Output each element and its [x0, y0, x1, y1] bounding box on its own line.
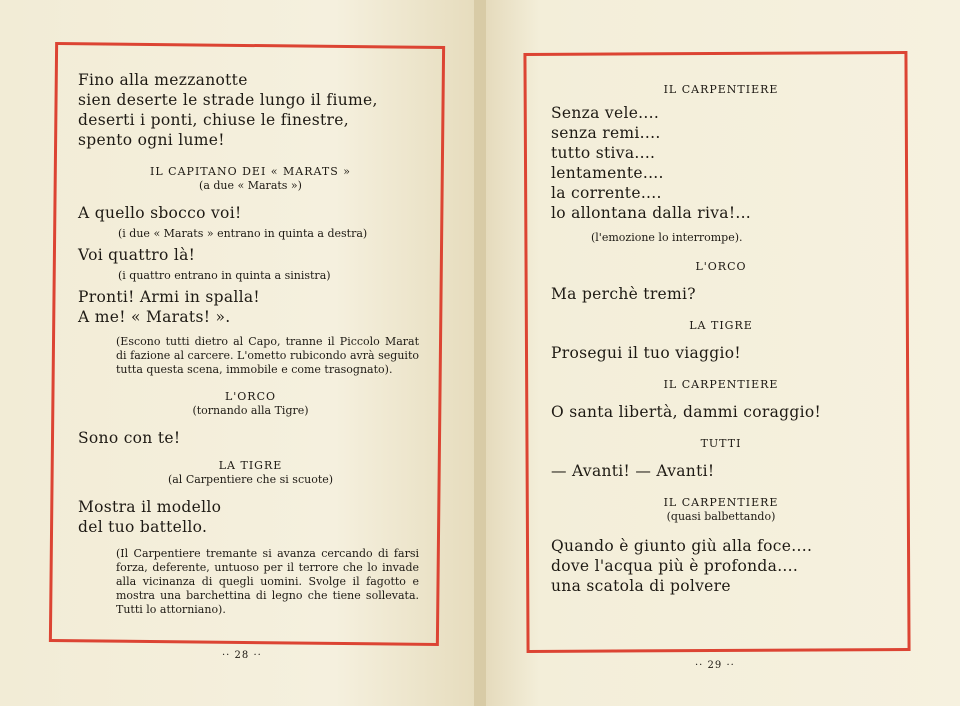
stage-direction: (Il Carpentiere tremante si avanza cercando di farsi forza, deferente, untuoso per il terrore che lo invade alla vicinanza di quegli uomini. Svolge il fagotto e mostra una barchettina di legno che tiene sollevata. Tutti lo attorniano).: [116, 547, 419, 616]
book-gutter: [474, 0, 486, 706]
page-number: ·· 29 ··: [695, 660, 735, 671]
verse-line: sien deserte le strade lungo il fiume,: [78, 91, 378, 109]
verse-block: [78, 70, 423, 150]
speaker-name: LA TIGRE: [218, 459, 283, 472]
stage-direction: (i due « Marats » entrano in quinta a destra): [118, 227, 368, 240]
speaker-name: TUTTI: [700, 437, 742, 450]
stage-direction: (al Carpentiere che si scuote): [167, 473, 334, 486]
page-number: ·· 28 ··: [222, 650, 262, 661]
speaker-name: LA TIGRE: [689, 319, 753, 332]
speaker-name: IL CARPENTIERE: [663, 496, 779, 509]
verse-line: del tuo battello.: [78, 518, 208, 536]
verse-line: Pronti! Armi in spalla!: [78, 288, 260, 306]
stage-direction: (quasi balbettando): [666, 510, 776, 523]
verse-line: Quando è giunto giù alla foce....: [551, 537, 813, 555]
verse-line: una scatola di polvere: [551, 577, 731, 595]
right-page-content: [551, 82, 891, 596]
speaker-name: IL CARPENTIERE: [663, 83, 779, 96]
verse-line: Voi quattro là!: [78, 246, 196, 264]
verse-line: la corrente....: [551, 184, 662, 202]
stage-direction: (Escono tutti dietro al Capo, tranne il Piccolo Marat di fazione al carcere. L'ometto rubicondo avrà seguito tutta questa scena, immobile e come trasognato).: [116, 335, 419, 376]
verse-block: [551, 536, 891, 596]
verse-line: Senza vele....: [551, 104, 660, 122]
verse-line: deserti i ponti, chiuse le finestre,: [78, 111, 349, 129]
verse-block: [551, 103, 891, 223]
verse-line: Prosegui il tuo viaggio!: [551, 344, 741, 362]
verse-line: — Avanti! — Avanti!: [551, 462, 715, 480]
verse-line: dove l'acqua più è profonda....: [551, 557, 799, 575]
speaker-name: L'ORCO: [224, 390, 277, 403]
verse-block: [78, 497, 423, 537]
verse-block: [78, 287, 423, 327]
verse-line: Ma perchè tremi?: [551, 285, 696, 303]
speaker-name: IL CARPENTIERE: [663, 378, 779, 391]
stage-direction: (tornando alla Tigre): [192, 404, 309, 417]
speaker-name: L'ORCO: [695, 260, 747, 273]
verse-line: A quello sbocco voi!: [78, 204, 242, 222]
verse-line: lentamente....: [551, 164, 664, 182]
verse-line: A me! « Marats! ».: [78, 308, 231, 326]
stage-direction: (l'emozione lo interrompe).: [591, 231, 743, 244]
verse-line: Sono con te!: [78, 429, 181, 447]
left-page-content: [78, 70, 423, 617]
verse-line: spento ogni lume!: [78, 131, 225, 149]
verse-line: Fino alla mezzanotte: [78, 71, 248, 89]
stage-direction: (a due « Marats »): [199, 179, 302, 192]
speaker-name: IL CAPITANO DEI « MARATS »: [150, 165, 351, 178]
stage-direction: (i quattro entrano in quinta a sinistra): [118, 269, 331, 282]
verse-line: Mostra il modello: [78, 498, 222, 516]
verse-line: lo allontana dalla riva!...: [551, 204, 752, 222]
verse-line: tutto stiva....: [551, 144, 656, 162]
verse-line: senza remi....: [551, 124, 661, 142]
verse-line: O santa libertà, dammi coraggio!: [551, 403, 822, 421]
